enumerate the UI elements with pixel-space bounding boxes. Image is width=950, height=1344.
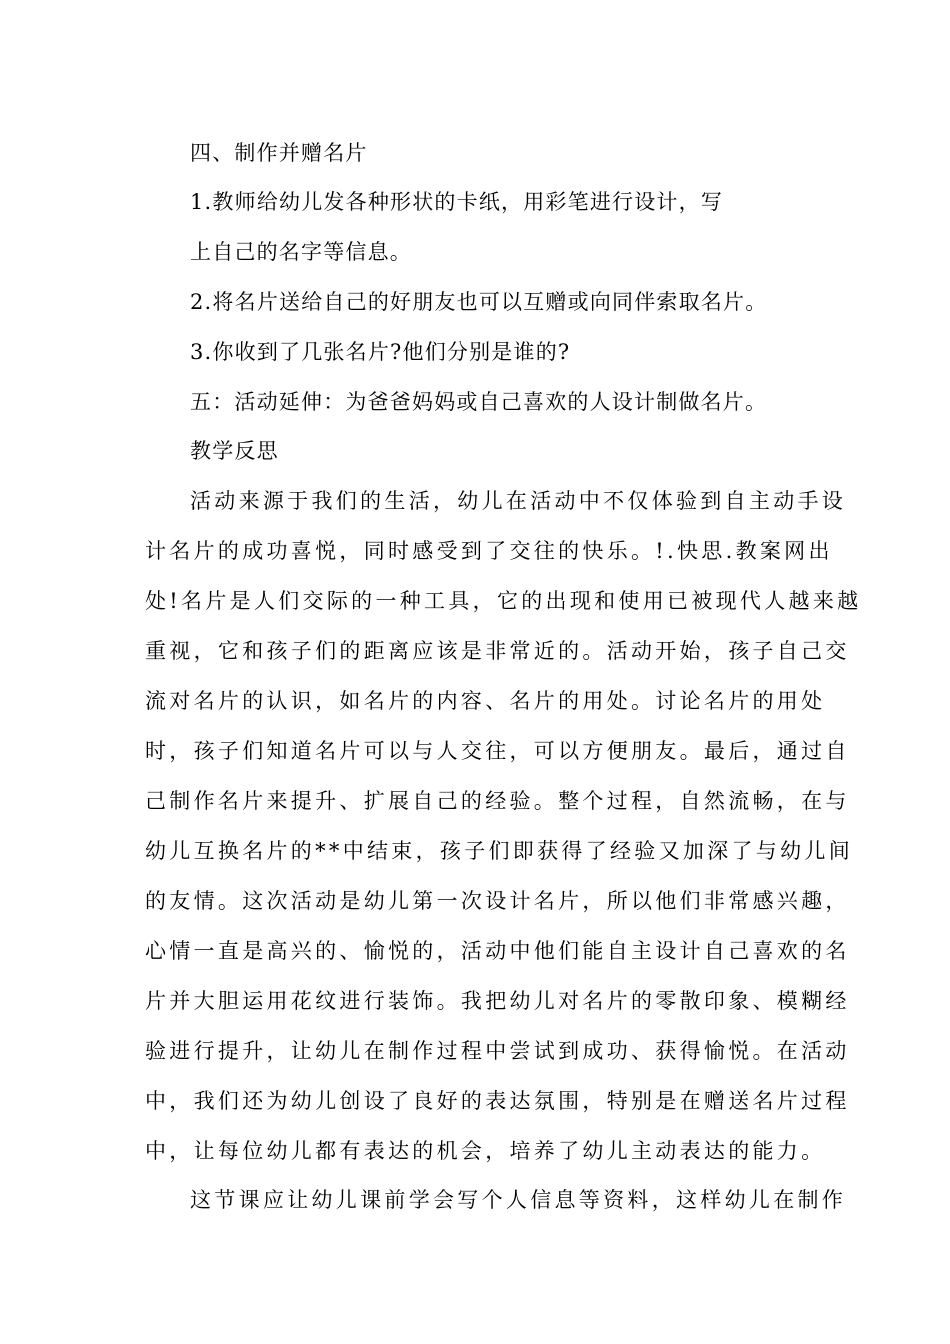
paragraph-line: 计名片的成功喜悦，同时感受到了交往的快乐。!.快思.教案网出	[145, 539, 833, 563]
paragraph-line: 中，我们还为幼儿创设了良好的表达氛围，特别是在赠送名片过程	[145, 1089, 850, 1113]
paragraph-line: 流对名片的认识，如名片的内容、名片的用处。讨论名片的用处	[145, 689, 826, 713]
section-heading-5: 五：活动延伸：为爸爸妈妈或自己喜欢的人设计制做名片。	[190, 390, 768, 414]
list-item-1: 1.教师给幼儿发各种形状的卡纸，用彩笔进行设计，写	[190, 190, 724, 214]
paragraph-line: 活动来源于我们的生活，幼儿在活动中不仅体验到自主动手设	[190, 489, 847, 513]
list-item-3: 3.你收到了几张名片?他们分别是谁的?	[190, 340, 571, 364]
paragraph-line: 片并大胆运用花纹进行装饰。我把幼儿对名片的零散印象、模糊经	[145, 989, 850, 1013]
reflection-heading: 教学反思	[190, 439, 279, 463]
paragraph-line: 时，孩子们知道名片可以与人交往，可以方便朋友。最后，通过自	[145, 739, 850, 763]
paragraph-line: 这节课应让幼儿课前学会写个人信息等资料，这样幼儿在制作	[190, 1188, 847, 1212]
paragraph-line: 的友情。这次活动是幼儿第一次设计名片，所以他们非常感兴趣，	[145, 889, 850, 913]
paragraph-line: 心情一直是高兴的、愉悦的，活动中他们能自主设计自己喜欢的名	[145, 939, 850, 963]
paragraph-line: 中，让每位幼儿都有表达的机会，培养了幼儿主动表达的能力。	[145, 1139, 826, 1163]
paragraph-line: 重视，它和孩子们的距离应该是非常近的。活动开始，孩子自己交	[145, 639, 850, 663]
section-heading-4: 四、制作并赠名片	[190, 141, 368, 165]
paragraph-line: 处!名片是人们交际的一种工具，它的出现和使用已被现代人越来越	[145, 589, 862, 613]
paragraph-line: 验进行提升，让幼儿在制作过程中尝试到成功、获得愉悦。在活动	[145, 1039, 850, 1063]
list-item-1-continued: 上自己的名字等信息。	[190, 240, 412, 264]
list-item-2: 2.将名片送给自己的好朋友也可以互赠或向同伴索取名片。	[190, 290, 768, 314]
paragraph-line: 幼儿互换名片的**中结束，孩子们即获得了经验又加深了与幼儿间	[145, 839, 853, 863]
paragraph-line: 己制作名片来提升、扩展自己的经验。整个过程，自然流畅，在与	[145, 789, 850, 813]
